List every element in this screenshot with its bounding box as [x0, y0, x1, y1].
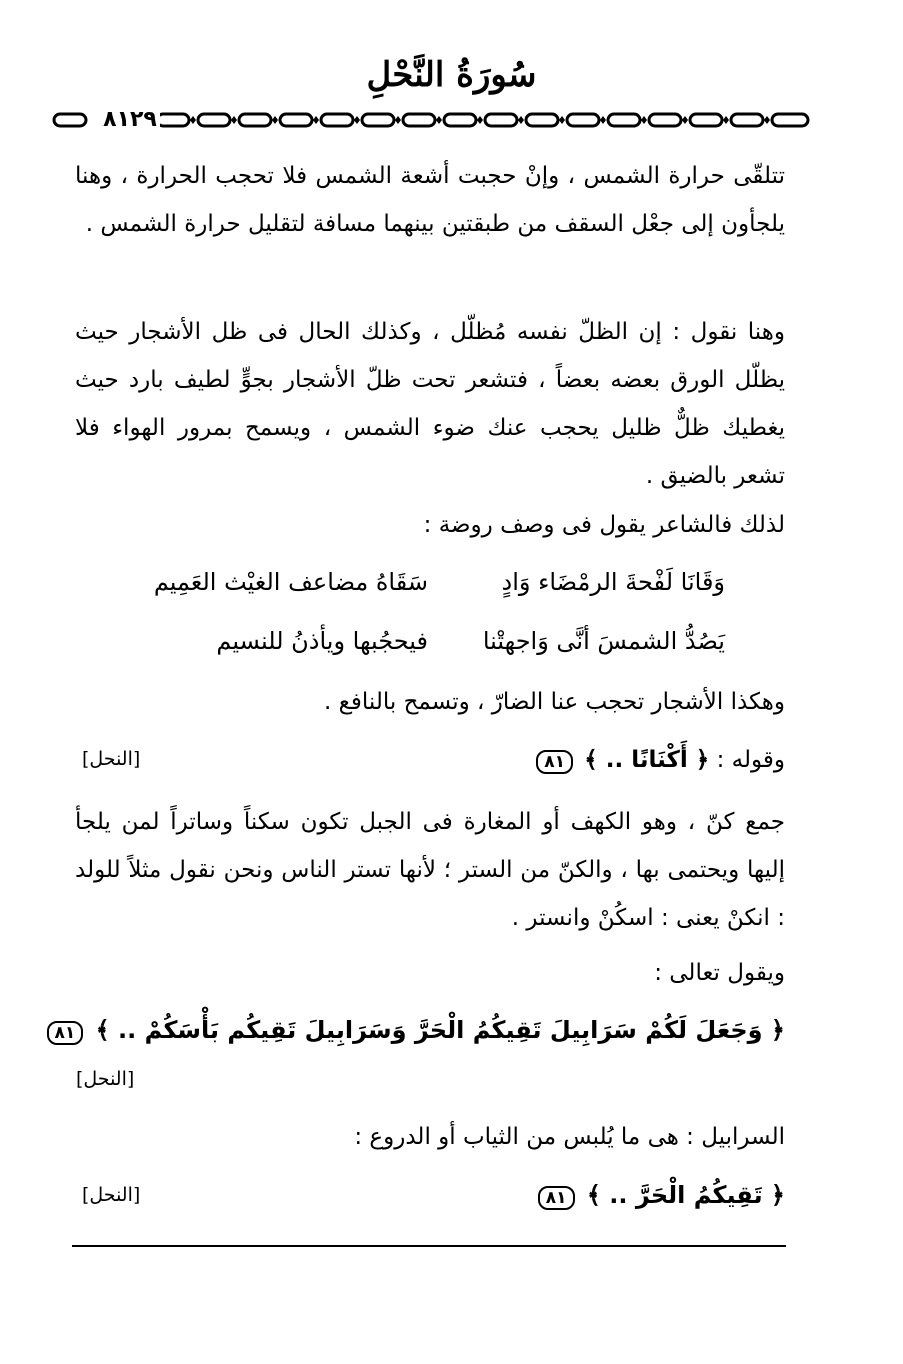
paragraph-7: السرابيل : هى ما يُلبس من الثياب أو الدروع :: [354, 1124, 785, 1150]
ayah-number-badge: ٨١: [538, 1186, 575, 1210]
quote-2-text: ﴿ وَجَعَلَ لَكُمْ سَرَابِيلَ تَقِيكُمُ الْحَرَّ وَسَرَابِيلَ تَقِيكُم بَأْسَكُمْ .. ﴾: [95, 1016, 785, 1044]
poem-line-1-left: سَقَاهُ مضاعف الغيْث العَمِيم: [153, 568, 428, 596]
quote-2-reference: [النحل]: [76, 1068, 135, 1090]
poem-line-2-left: فيحجُبها ويأذنُ للنسيم: [216, 627, 428, 655]
ayah-number-badge: ٨١: [47, 1021, 84, 1045]
quote-1-prefix: وقوله :: [716, 747, 785, 773]
paragraph-1: تتلقّى حرارة الشمس ، وإنْ حجبت أشعة الشمس فلا تحجب الحرارة ، وهنا يلجأون إلى جعْل السقف من طبقتين بينهما مسافة لتقليل حرارة الشمس .: [75, 163, 785, 237]
quote-1-text: ﴿ أَكْنَانًا .. ﴾: [584, 747, 710, 773]
paragraph-5: جمع كنّ ، وهو الكهف أو المغارة فى الجبل تكون سكناً وساتراً لمن يلجأ إليها ويحتمى بها ، والكنّ من الستر ؛ لأنها تستر الناس ونحن نقول مثلاً للولد : انكنْ يعنى : اسكُنْ وانستر .: [75, 809, 785, 931]
quote-3-reference: [النحل]: [82, 1184, 141, 1206]
quote-3: [534, 1175, 785, 1215]
paragraph-3: لذلك فالشاعر يقول فى وصف روضة :: [423, 512, 785, 538]
page-number: ٨١٢٩: [100, 105, 160, 135]
surah-title: سُورَةُ النَّحْلِ: [366, 55, 537, 95]
quote-3-text: ﴿ تَقِيكُمُ الْحَرَّ .. ﴾: [586, 1181, 785, 1209]
paragraph-2: وهنا نقول : إن الظلّ نفسه مُظلّل ، وكذلك الحال فى ظل الأشجار حيث يظلّل الورق بعضه بعضاً ، فتشعر تحت ظلّ الأشجار بجوٍّ لطيف بارد حيث يغطيك ظلٌّ ظليل يحجب عنك ضوء الشمس ، ويسمح بمرور الهواء فلا تشعر بالضيق .: [75, 319, 785, 489]
quote-1-reference: [النحل]: [82, 748, 141, 770]
paragraph-4: وهكذا الأشجار تحجب عنا الضارّ ، وتسمح بالنافع .: [324, 689, 785, 715]
footer-divider: [72, 1245, 786, 1247]
quote-2: [43, 1010, 786, 1050]
poem-line-1-right: وَقَانَا لَفْحةَ الرمْضَاء وَادٍ: [501, 568, 725, 596]
paragraph-6: ويقول تعالى :: [654, 960, 785, 986]
decorative-border: [52, 107, 812, 133]
quote-1: [532, 740, 785, 780]
ayah-number-badge: ٨١: [536, 750, 573, 774]
poem-line-2-right: يَصُدُّ الشمسَ أنَّى وَاجهتْنا: [482, 627, 725, 655]
